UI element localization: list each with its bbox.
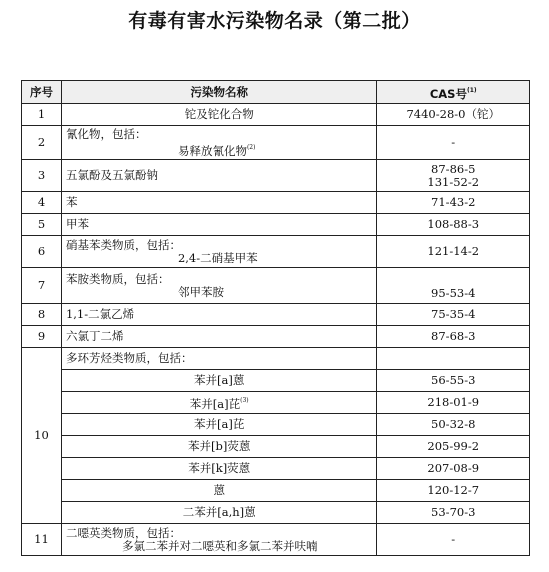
table-row <box>22 524 530 556</box>
cas-number <box>377 348 530 370</box>
table-row <box>22 480 530 502</box>
pollutant-table <box>21 80 530 556</box>
pollutant-subitem: 蒽 <box>61 480 377 502</box>
table-row <box>22 160 530 192</box>
table-row <box>22 268 530 304</box>
row-number: 1 <box>22 104 62 126</box>
cas-number: 50-32-8 <box>377 414 530 436</box>
pollutant-subitem: 2,4-二硝基甲苯 <box>177 250 258 265</box>
table-row <box>22 214 530 236</box>
pollutant-subitem <box>66 141 373 158</box>
cas-number: - <box>377 126 530 160</box>
cas-number-line: 131-52-2 <box>427 174 480 189</box>
pollutant-name: 五氯酚及五氯酚钠 <box>61 160 377 192</box>
pollutant-name: 铊及铊化合物 <box>61 104 377 126</box>
row-number: 6 <box>22 236 62 268</box>
table-row <box>22 370 530 392</box>
pollutant-subitem-label: 苯并[a]芘 <box>189 397 241 411</box>
cas-number-line: 87-86-5 <box>431 161 476 176</box>
pollutant-name: 甲苯 <box>61 214 377 236</box>
table-row <box>22 126 530 160</box>
header-name: 污染物名称 <box>61 81 377 104</box>
pollutant-name: 六氯丁二烯 <box>61 326 377 348</box>
table-row <box>22 458 530 480</box>
pollutant-group-label: 硝基苯类物质，包括： <box>65 237 181 252</box>
table-row <box>22 104 530 126</box>
row-number: 3 <box>22 160 62 192</box>
pollutant-group-label: 二噁英类物质，包括： <box>65 525 181 540</box>
pollutant-subitem: 苯并[a]蒽 <box>61 370 377 392</box>
row-number: 11 <box>22 524 62 556</box>
row-number: 4 <box>22 192 62 214</box>
cas-number: 87-68-3 <box>377 326 530 348</box>
pollutant-subitem: 苯并[a]芘 <box>61 414 377 436</box>
cas-number: 205-99-2 <box>377 436 530 458</box>
pollutant-group-label: 苯胺类物质，包括： <box>65 271 170 286</box>
row-number: 7 <box>22 268 62 304</box>
cas-number: 71-43-2 <box>377 192 530 214</box>
cas-number <box>377 160 530 192</box>
table-row <box>22 348 530 370</box>
header-cas-label: CAS号 <box>429 86 467 101</box>
table-row <box>22 304 530 326</box>
table-row <box>22 414 530 436</box>
pollutant-subitem: 邻甲苯胺 <box>177 284 224 299</box>
pollutant-subitem: 二苯并[a,h]蒽 <box>61 502 377 524</box>
table-row <box>22 502 530 524</box>
pollutant-name <box>61 268 377 304</box>
document-title: 有毒有害水污染物名录（第二批） <box>128 10 421 32</box>
pollutant-subitem: 多氯二苯并对二噁英和多氯二苯并呋喃 <box>121 538 318 553</box>
cas-number: 95-53-4 <box>377 268 530 304</box>
row-number: 8 <box>22 304 62 326</box>
table-row <box>22 192 530 214</box>
pollutant-name <box>61 524 377 556</box>
footnote-marker: (2) <box>246 143 256 151</box>
cas-number: 108-88-3 <box>377 214 530 236</box>
cas-number: 7440-28-0（铊） <box>377 104 530 126</box>
pollutant-subitem: 苯并[k]荧蒽 <box>61 458 377 480</box>
table-row <box>22 236 530 268</box>
cas-number: - <box>377 524 530 556</box>
pollutant-subitem <box>61 392 377 414</box>
pollutant-name <box>61 126 377 160</box>
cas-number: 56-55-3 <box>377 370 530 392</box>
pollutant-subitem: 苯并[b]荧蒽 <box>61 436 377 458</box>
table-row <box>22 436 530 458</box>
pollutant-name: 1,1-二氯乙烯 <box>61 304 377 326</box>
cas-number: 207-08-9 <box>377 458 530 480</box>
table-row <box>22 392 530 414</box>
pollutant-subitem-label: 易释放氰化物 <box>177 143 247 158</box>
footnote-marker: (3) <box>240 397 249 404</box>
footnote-marker: (1) <box>466 86 477 94</box>
pollutant-name <box>61 236 377 268</box>
cas-number: 53-70-3 <box>377 502 530 524</box>
table-row <box>22 326 530 348</box>
header-no: 序号 <box>22 81 62 104</box>
cas-number: 120-12-7 <box>377 480 530 502</box>
table-header-row <box>22 81 530 104</box>
cas-number: 75-35-4 <box>377 304 530 326</box>
pollutant-group-label: 氰化物，包括： <box>65 126 147 141</box>
pollutant-name: 苯 <box>61 192 377 214</box>
cas-number: 218-01-9 <box>377 392 530 414</box>
pollutant-group-label: 多环芳烃类物质，包括： <box>61 348 377 370</box>
row-number: 9 <box>22 326 62 348</box>
row-number: 2 <box>22 126 62 160</box>
header-cas <box>377 81 530 104</box>
row-number: 10 <box>22 348 62 524</box>
cas-number: 121-14-2 <box>377 236 530 268</box>
row-number: 5 <box>22 214 62 236</box>
